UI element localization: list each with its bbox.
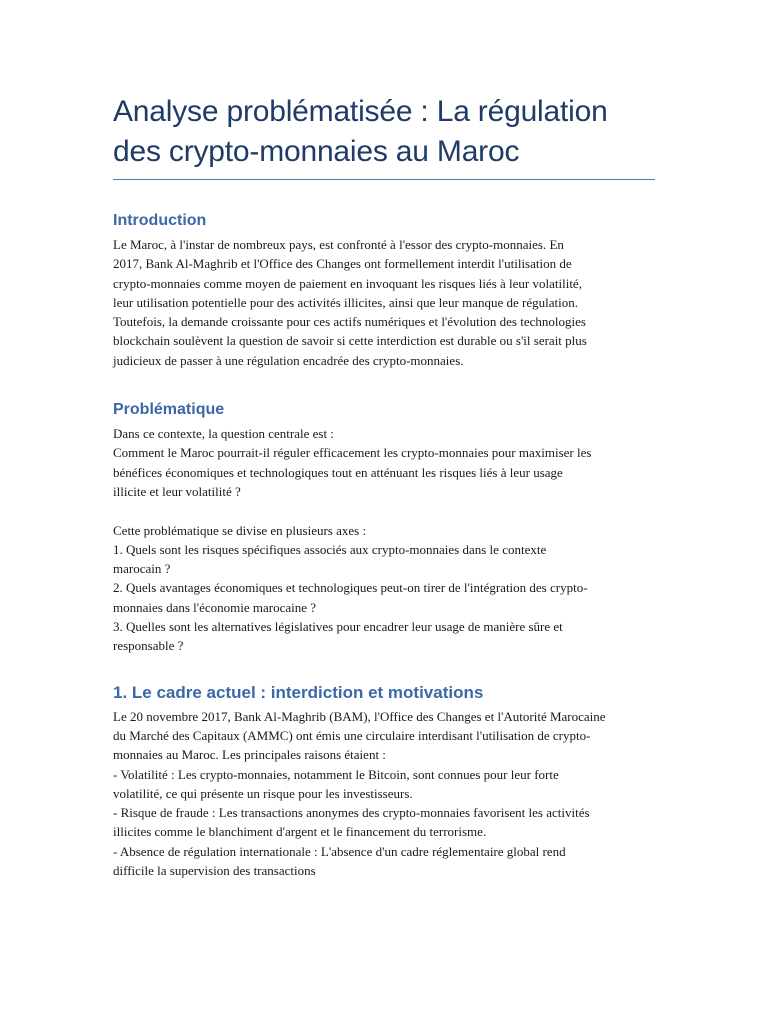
paragraph-line: leur utilisation potentielle pour des activités illicites, ainsi que leur manque de régulation. — [113, 294, 578, 310]
document-page — [113, 92, 658, 880]
introduction-heading: Introduction — [113, 212, 207, 229]
title-underline — [113, 179, 655, 180]
paragraph-line: Dans ce contexte, la question centrale est : — [113, 426, 334, 442]
paragraph-line: - Absence de régulation internationale : L'absence d'un cadre réglementaire global rend — [113, 843, 566, 859]
document-title — [113, 92, 658, 172]
paragraph-line: illicites comme le blanchiment d'argent et le financement du terrorisme. — [113, 824, 487, 840]
paragraph-line: Le Maroc, à l'instar de nombreux pays, est confronté à l'essor des crypto-monnaies. En — [113, 237, 564, 252]
paragraph-line: blockchain soulèvent la question de savoir si cette interdiction est durable ou s'il serait plus — [113, 333, 587, 349]
cadre-actuel-heading: 1. Le cadre actuel : interdiction et motivations — [113, 682, 484, 702]
paragraph-line: 2017, Bank Al-Maghrib et l'Office des Changes ont formellement interdit l'utilisation de — [113, 256, 572, 272]
paragraph-line: crypto-monnaies comme moyen de paiement en invoquant les risques liés à leur volatilité, — [113, 275, 582, 291]
paragraph-line: bénéfices économiques et technologiques tout en atténuant les risques liés à leur usage — [113, 464, 563, 480]
paragraph-line: 2. Quels avantages économiques et technologiques peut-on tirer de l'intégration des crypto- — [113, 580, 588, 596]
paragraph-line: Comment le Maroc pourrait-il réguler efficacement les crypto-monnaies pour maximiser les — [113, 445, 592, 461]
paragraph-line: Toutefois, la demande croissante pour ces actifs numériques et l'évolution des technologies — [113, 314, 586, 330]
paragraph-line: responsable ? — [113, 638, 184, 654]
problematique-paragraph — [113, 424, 658, 656]
paragraph-spacer — [113, 501, 658, 520]
paragraph-line: Le 20 novembre 2017, Bank Al-Maghrib (BAM), l'Office des Changes et l'Autorité Marocaine — [113, 708, 606, 724]
problematique-heading: Problématique — [113, 401, 225, 419]
paragraph-line: monnaies dans l'économie marocaine ? — [113, 599, 317, 615]
title-line: Analyse problématisée : La régulation — [113, 95, 608, 128]
paragraph-line: illicite et leur volatilité ? — [113, 483, 241, 499]
paragraph-line: - Volatilité : Les crypto-monnaies, notamment le Bitcoin, sont connues pour leur forte — [113, 766, 559, 782]
paragraph-line: Cette problématique se divise en plusieurs axes : — [113, 522, 367, 538]
paragraph-line: 1. Quels sont les risques spécifiques associés aux crypto-monnaies dans le contexte — [113, 541, 547, 557]
title-line: des crypto-monnaies au Maroc — [113, 135, 520, 168]
paragraph-line: marocain ? — [113, 561, 171, 577]
paragraph-line: 3. Quelles sont les alternatives législatives pour encadrer leur usage de manière sûre et — [113, 619, 563, 635]
paragraph-line: volatilité, ce qui présente un risque pour les investisseurs. — [113, 785, 413, 801]
paragraph-line: judicieux de passer à une régulation encadrée des crypto-monnaies. — [113, 352, 464, 368]
introduction-paragraph — [113, 235, 658, 370]
paragraph-line: monnaies au Maroc. Les principales raisons étaient : — [113, 747, 386, 763]
paragraph-line: - Risque de fraude : Les transactions anonymes des crypto-monnaies favorisent les activités — [113, 805, 590, 821]
paragraph-line: difficile la supervision des transactions — [113, 863, 316, 879]
paragraph-line: du Marché des Capitaux (AMMC) ont émis une circulaire interdisant l'utilisation de crypto- — [113, 727, 591, 743]
cadre-actuel-paragraph — [113, 707, 658, 881]
